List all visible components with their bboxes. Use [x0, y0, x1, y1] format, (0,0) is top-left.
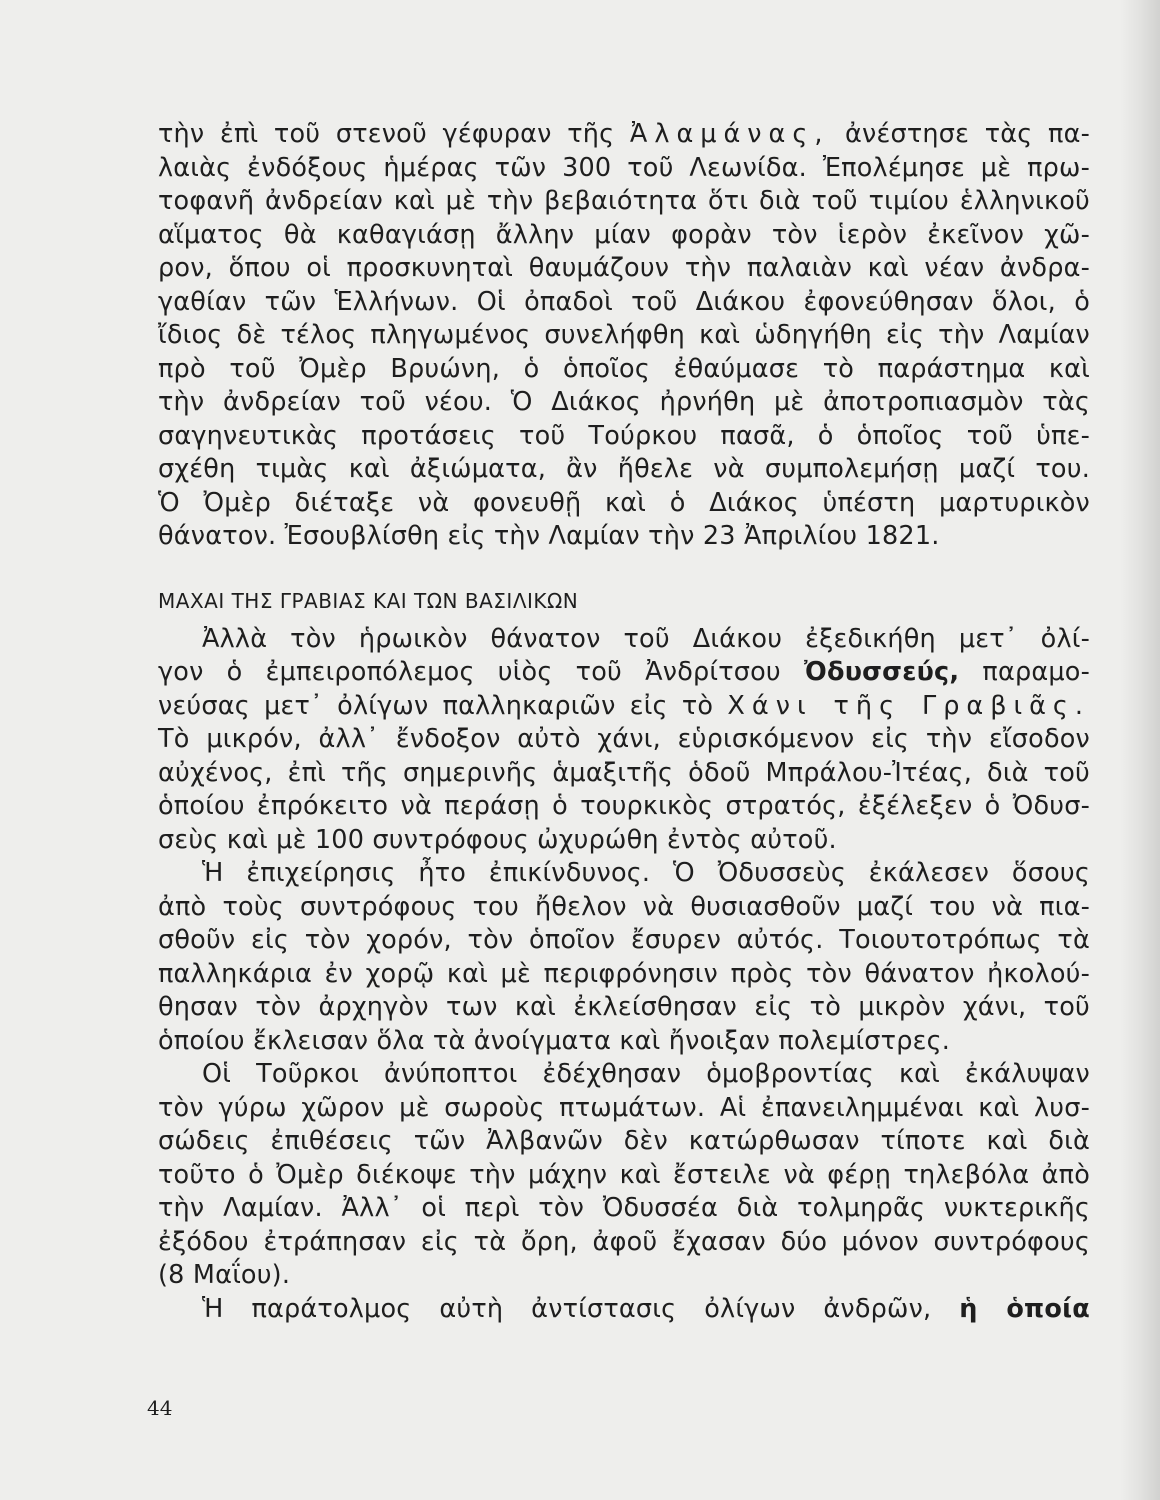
text-line: θησαν τὸν ἀρχηγὸν των καὶ ἐκλείσθησαν εἰς τὸ μικρὸν χάνι, τοῦ — [158, 992, 1090, 1022]
section-heading: ΜΑΧΑΙ ΤΗΣ ΓΡΑΒΙΑΣ ΚΑΙ ΤΩΝ ΒΑΣΙΛΙΚΩΝ — [158, 588, 579, 613]
text-line: τοφανῆ ἀνδρείαν καὶ μὲ τὴν βεβαιότητα ὅτι διὰ τοῦ τιμίου ἑλληνικοῦ — [158, 186, 1090, 216]
text-line: σεὺς καὶ μὲ 100 συντρόφους ὠχυρώθη ἐντὸς αὐτοῦ. — [158, 824, 837, 855]
text-line: αὐχένος, ἐπὶ τῆς σημερινῆς ἁμαξιτῆς ὁδοῦ Μπράλου-Ἰτέας, διὰ τοῦ — [158, 757, 1090, 788]
text-line: ἴδιος δὲ τέλος πληγωμένος συνελήφθη καὶ ὡδηγήθη εἰς τὴν Λαμίαν — [158, 320, 1090, 350]
text-line: τοῦτο ὁ Ὀμὲρ διέκοψε τὴν μάχην καὶ ἔστειλε νὰ φέρῃ τηλεβόλα ἀπὸ — [158, 1159, 1090, 1190]
text-line: τὴν ἐπὶ τοῦ στενοῦ γέφυραν τῆς Ἀλαμάνας, ἀνέστησε τὰς πα- — [158, 119, 1090, 149]
text-line: σώδεις ἐπιθέσεις τῶν Ἀλβανῶν δὲν κατώρθωσαν τίποτε καὶ διὰ — [158, 1126, 1090, 1156]
text-line: ὁποίου ἔκλεισαν ὅλα τὰ ἀνοίγματα καὶ ἤνοιξαν πολεμίστρες. — [158, 1025, 951, 1056]
paragraph-1 — [158, 118, 1090, 554]
paragraph-3 — [158, 857, 1090, 1058]
text-line: τὴν Λαμίαν. Ἀλλ᾽ οἱ περὶ τὸν Ὀδυσσέα διὰ τολμηρᾶς νυκτερικῆς — [158, 1193, 1090, 1223]
text-line: (8 Μαΐου). — [158, 1260, 291, 1290]
text-line: Ἡ ἐπιχείρησις ἦτο ἐπικίνδυνος. Ὁ Ὀδυσσεὺς ἐκάλεσεν ὅσους — [202, 858, 1090, 888]
text-line: λαιὰς ἐνδόξους ἡμέρας τῶν 300 τοῦ Λεωνίδα. Ἐπολέμησε μὲ πρω- — [158, 152, 1090, 183]
text-line: τὸν γύρω χῶρον μὲ σωροὺς πτωμάτων. Αἱ ἐπανειλημμέναι καὶ λυσ- — [158, 1092, 1090, 1123]
text-body — [158, 118, 1090, 1326]
text-line: ὁποίου ἐπρόκειτο νὰ περάσῃ ὁ τουρκικὸς στρατός, ἐξέλεξεν ὁ Ὀδυσ- — [158, 791, 1090, 821]
text-line: ρον, ὅπου οἱ προσκυνηταὶ θαυμάζουν τὴν παλαιὰν καὶ νέαν ἀνδρα- — [158, 253, 1090, 283]
text-line: γαθίαν τῶν Ἑλλήνων. Οἱ ὀπαδοὶ τοῦ Διάκου ἐφονεύθησαν ὅλοι, ὁ — [158, 286, 1090, 317]
text-line: ἐξόδου ἐτράπησαν εἰς τὰ ὄρη, ἀφοῦ ἔχασαν δύο μόνον συντρόφους — [158, 1226, 1090, 1257]
text-line: αἵματος θὰ καθαγιάσῃ ἄλλην μίαν φορὰν τὸν ἱερὸν ἐκεῖνον χῶ- — [158, 219, 1090, 250]
text-line: γον ὁ ἐμπειροπόλεμος υἱὸς τοῦ Ἀνδρίτσου Ὀδυσσεύς, παραμο- — [158, 657, 1091, 687]
text-line: νεύσας μετ᾽ ὀλίγων παλληκαριῶν εἰς τὸ Χάνι τῆς Γραβιᾶς. — [158, 690, 1090, 721]
text-line: Οἱ Τοῦρκοι ἀνύποπτοι ἐδέχθησαν ὁμοβροντίας καὶ ἐκάλυψαν — [202, 1059, 1090, 1089]
text-line: Τὸ μικρόν, ἀλλ᾽ ἔνδοξον αὐτὸ χάνι, εὑρισκόμενον εἰς τὴν εἴσοδον — [158, 724, 1090, 754]
paragraph-2 — [158, 623, 1090, 858]
text-line: πρὸ τοῦ Ὀμὲρ Βρυώνη, ὁ ὁποῖος ἐθαύμασε τὸ παράστημα καὶ — [158, 353, 1090, 384]
text-line: θάνατον. Ἐσουβλίσθη εἰς τὴν Λαμίαν τὴν 23 Ἀπριλίου 1821. — [158, 521, 940, 551]
paragraph-4 — [158, 1058, 1090, 1293]
text-line: τὴν ἀνδρείαν τοῦ νέου. Ὁ Διάκος ἠρνήθη μὲ ἀποτροπιασμὸν τὰς — [158, 387, 1090, 417]
text-line: ἀπὸ τοὺς συντρόφους του ἤθελον νὰ θυσιασθοῦν μαζί του νὰ πια- — [158, 891, 1090, 922]
text-line: Ἀλλὰ τὸν ἡρωικὸν θάνατον τοῦ Διάκου ἐξεδικήθη μετ᾽ ὀλί- — [202, 623, 1090, 654]
section-gap — [158, 554, 1090, 586]
paragraph-5 — [158, 1293, 1090, 1327]
page-number: 44 — [147, 1396, 173, 1420]
text-line: σχέθη τιμὰς καὶ ἀξιώματα, ἂν ἤθελε νὰ συμπολεμήσῃ μαζί του. — [158, 454, 1090, 484]
text-line: σθοῦν εἰς τὸν χορόν, τὸν ὁποῖον ἔσυρεν αὐτός. Τοιουτοτρόπως τὰ — [158, 925, 1090, 955]
text-line: Ἡ παράτολμος αὐτὴ ἀντίστασις ὀλίγων ἀνδρῶν, ἡ ὁποία — [202, 1293, 1090, 1324]
text-line: παλληκάρια ἐν χορῷ καὶ μὲ περιφρόνησιν πρὸς τὸν θάνατον ἠκολού- — [158, 958, 1090, 989]
text-line: Ὁ Ὀμὲρ διέταξε νὰ φονευθῇ καὶ ὁ Διάκος ὑπέστη μαρτυρικὸν — [158, 487, 1090, 518]
binding-shadow — [1120, 0, 1160, 1500]
text-line: σαγηνευτικὰς προτάσεις τοῦ Τούρκου πασᾶ, ὁ ὁποῖος τοῦ ὑπε- — [158, 420, 1090, 451]
